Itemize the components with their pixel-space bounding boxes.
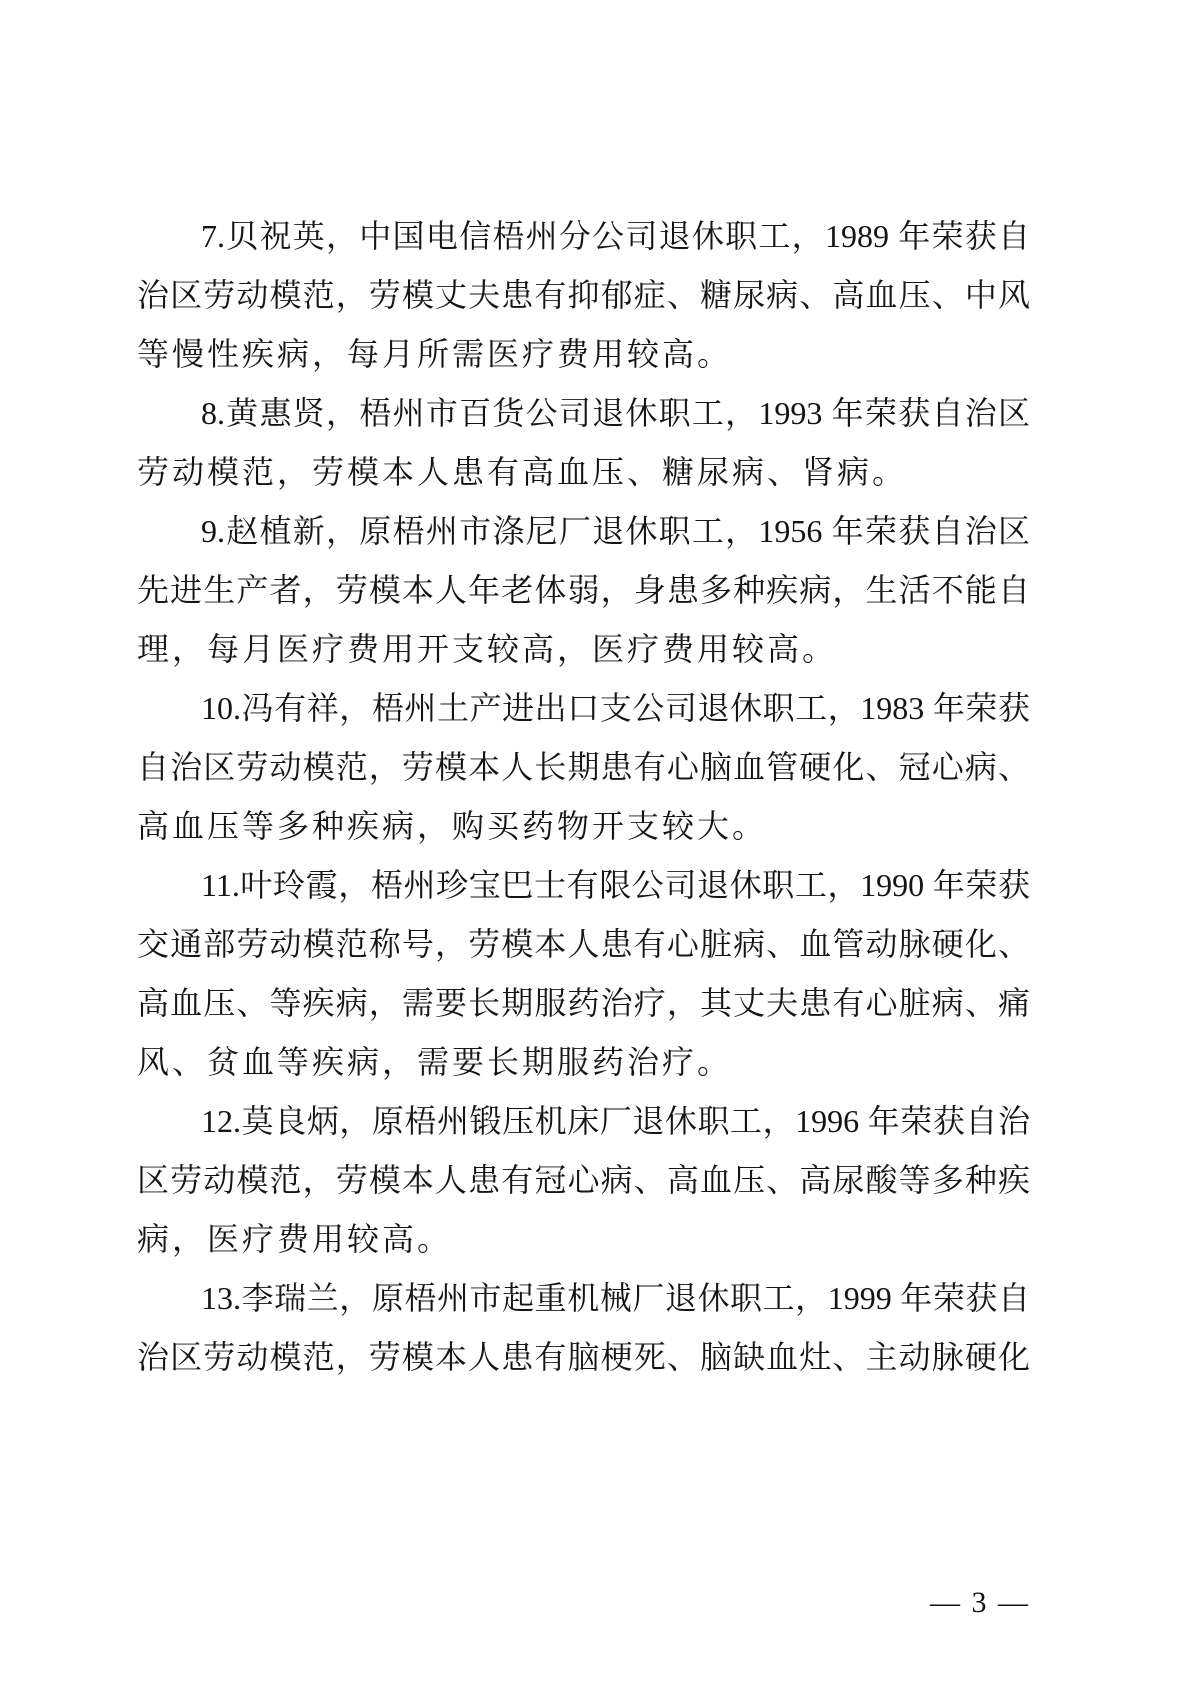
text-line: 等慢性疾病，每月所需医疗费用较高。: [137, 336, 733, 372]
paragraph-item-10: [137, 679, 1030, 856]
text-line: 7.贝祝英，中国电信梧州分公司退休职工，1989 年荣获自: [201, 218, 1030, 254]
text-line: 高血压、等疾病，需要长期服药治疗，其丈夫患有心脏病、痛: [137, 985, 1030, 1021]
text-line: 8.黄惠贤，梧州市百货公司退休职工，1993 年荣获自治区: [201, 395, 1030, 431]
text-line: 理，每月医疗费用开支较高，医疗费用较高。: [137, 631, 838, 667]
text-line: 12.莫良炳，原梧州锻压机床厂退休职工，1996 年荣获自治: [201, 1103, 1030, 1139]
paragraph-item-13: [137, 1269, 1030, 1387]
text-line: 治区劳动模范，劳模丈夫患有抑郁症、糖尿病、高血压、中风: [137, 277, 1030, 313]
text-line: 治区劳动模范，劳模本人患有脑梗死、脑缺血灶、主动脉硬化: [137, 1339, 1030, 1375]
text-line: 13.李瑞兰，原梧州市起重机械厂退休职工，1999 年荣获自: [201, 1280, 1030, 1316]
text-line: 9.赵植新，原梧州市涤尼厂退休职工，1956 年荣获自治区: [201, 513, 1030, 549]
document-text-block: [137, 207, 1030, 1387]
text-line: 病，医疗费用较高。: [137, 1221, 453, 1257]
text-line: 10.冯有祥，梧州土产进出口支公司退休职工，1983 年荣获: [201, 690, 1030, 726]
paragraph-item-9: [137, 502, 1030, 679]
text-line: 自治区劳动模范，劳模本人长期患有心脑血管硬化、冠心病、: [137, 749, 1030, 785]
paragraph-item-12: [137, 1092, 1030, 1269]
paragraph-item-8: [137, 384, 1030, 502]
text-line: 风、贫血等疾病，需要长期服药治疗。: [137, 1044, 733, 1080]
paragraph-item-11: [137, 856, 1030, 1092]
text-line: 交通部劳动模范称号，劳模本人患有心脏病、血管动脉硬化、: [137, 926, 1030, 962]
text-line: 先进生产者，劳模本人年老体弱，身患多种疾病，生活不能自: [137, 572, 1030, 608]
page-number: — 3 —: [930, 1586, 1030, 1619]
text-line: 区劳动模范，劳模本人患有冠心病、高血压、高尿酸等多种疾: [137, 1162, 1030, 1198]
text-line: 劳动模范，劳模本人患有高血压、糖尿病、肾病。: [137, 454, 908, 490]
text-line: 高血压等多种疾病，购买药物开支较大。: [137, 808, 768, 844]
paragraph-item-7: [137, 207, 1030, 384]
text-line: 11.叶玲霞，梧州珍宝巴士有限公司退休职工，1990 年荣获: [201, 867, 1030, 903]
